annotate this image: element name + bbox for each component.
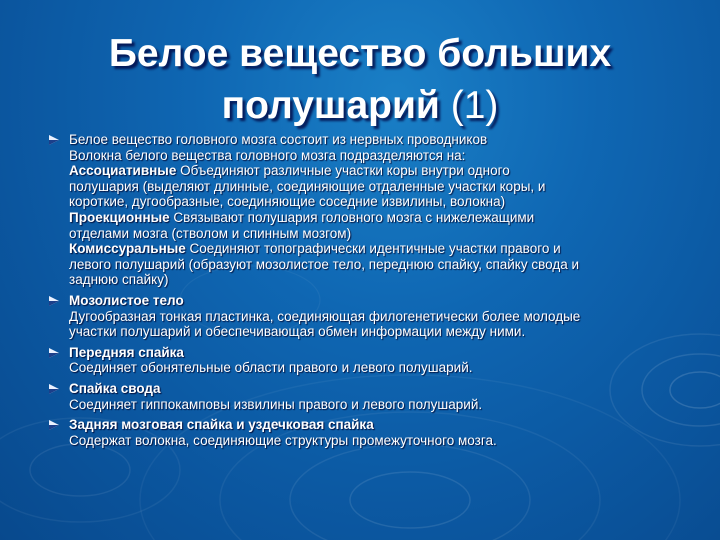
projection-term: Проекционные bbox=[69, 209, 170, 225]
associative-line-1 bbox=[69, 163, 696, 179]
list-item-posterior-commissure bbox=[48, 417, 696, 448]
bullet-list bbox=[48, 132, 696, 453]
corpus-callosum-line-1: Дугообразная тонкая пластинка, соединяющая филогенетически более молодые bbox=[69, 308, 581, 324]
projection-line-2: отделами мозга (стволом и спинным мозгом) bbox=[69, 225, 352, 241]
anterior-commissure-line-1: Соединяет обонятельные области правого и левого полушарий. bbox=[69, 360, 473, 376]
projection-line-1 bbox=[69, 210, 696, 226]
corpus-callosum-line-2: участки полушарий и обеспечивающая обмен информации между ними. bbox=[69, 324, 526, 340]
anterior-commissure-term: Передняя спайка bbox=[69, 344, 184, 360]
posterior-commissure-line-1: Содержат волокна, соединяющие структуры промежуточного мозга. bbox=[69, 432, 497, 448]
arrow-triangle-bullet-icon bbox=[48, 383, 60, 395]
arrow-triangle-bullet-icon bbox=[48, 295, 60, 307]
commissural-line-1 bbox=[69, 241, 696, 257]
associative-term: Ассоциативные bbox=[69, 163, 177, 179]
associative-text-1: Объединяют различные участки коры внутри одного bbox=[180, 163, 510, 179]
arrow-triangle-bullet-icon bbox=[48, 419, 60, 431]
title-line-2-suffix: (1) bbox=[450, 84, 499, 127]
list-item-fornix-commissure bbox=[48, 381, 696, 412]
projection-text-1: Связывают полушария головного мозга с нижележащими bbox=[173, 209, 535, 225]
slide-title bbox=[0, 28, 720, 132]
commissural-text-1: Соединяют топографически идентичные участки правого и bbox=[189, 241, 561, 257]
list-item-anterior-commissure bbox=[48, 345, 696, 376]
fornix-commissure-term: Спайка свода bbox=[69, 380, 161, 396]
intro-line-2: Волокна белого вещества головного мозга подразделяются на: bbox=[69, 147, 466, 163]
commissural-line-3: заднюю спайку) bbox=[69, 272, 169, 288]
title-line-2-main: полушарий bbox=[221, 84, 440, 127]
associative-line-3: короткие, дугообразные, соединяющие соседние извилины, волокна) bbox=[69, 194, 506, 210]
list-item-corpus-callosum bbox=[48, 293, 696, 340]
fornix-commissure-line-1: Соединяет гиппокамповы извилины правого и левого полушарий. bbox=[69, 396, 483, 412]
commissural-term: Комиссуральные bbox=[69, 241, 186, 257]
associative-line-2: полушария (выделяют длинные, соединяющие отдаленные участки коры, и bbox=[69, 178, 546, 194]
arrow-triangle-bullet-icon bbox=[48, 347, 60, 359]
title-line-1: Белое вещество больших bbox=[108, 32, 612, 75]
title-line-2 bbox=[0, 80, 720, 132]
posterior-commissure-term: Задняя мозговая спайка и уздечковая спайка bbox=[69, 417, 374, 433]
arrow-triangle-bullet-icon bbox=[48, 134, 60, 146]
corpus-callosum-term: Мозолистое тело bbox=[69, 292, 184, 308]
list-item-fiber-types bbox=[48, 132, 696, 288]
commissural-line-2: левого полушарий (образуют мозолистое тело, переднюю спайку, спайку свода и bbox=[69, 256, 580, 272]
intro-line-1: Белое вещество головного мозга состоит из нервных проводников bbox=[69, 132, 488, 147]
